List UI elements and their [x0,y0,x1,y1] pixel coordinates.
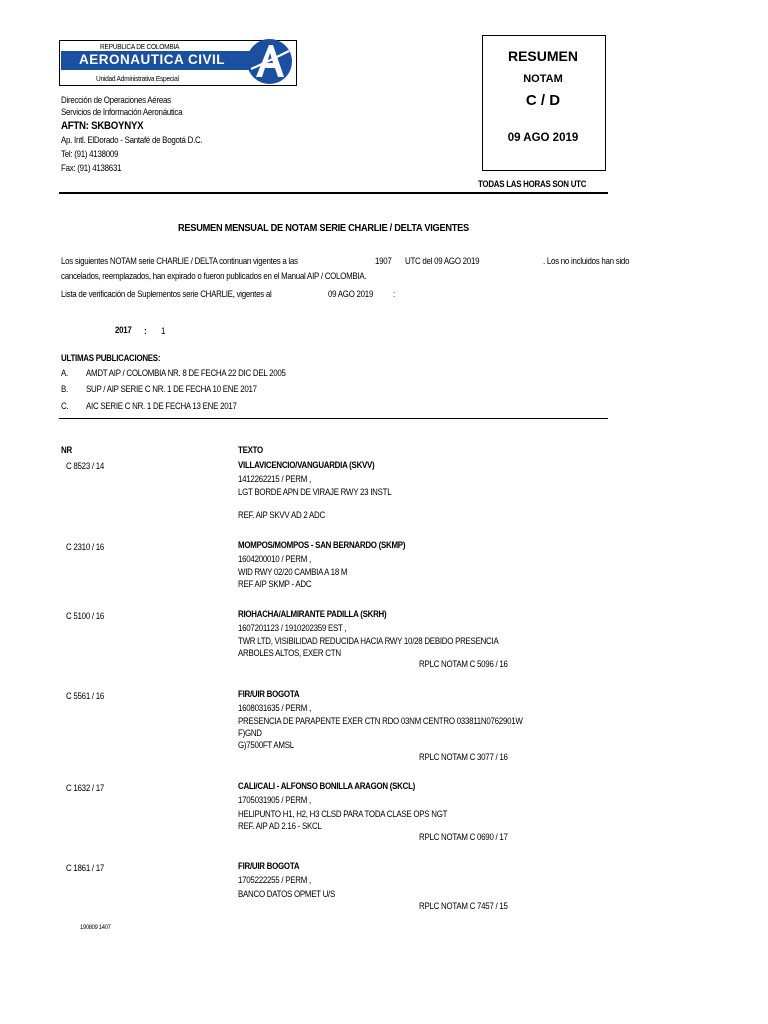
notam-line: 1607201123 / 1910202359 EST , [238,623,347,633]
republic-label: REPUBLICA DE COLOMBIA [100,42,180,51]
notam-line: BANCO DATOS OPMET U/S [238,889,336,899]
notam-line: 1705031905 / PERM , [238,795,311,805]
publication-letter: A. [61,368,68,378]
intro-date: 09 AGO 2019 [328,289,374,299]
notam-line: HELIPUNTO H1, H2, H3 CLSD PARA TODA CLASE OPS NGT [238,809,448,819]
notam-line: TWR LTD, VISIBILIDAD REDUCIDA HACIA RWY 10/28 DEBIDO PRESENCIA [238,636,499,646]
summary-notam: NOTAM [523,73,563,85]
notam-line: 1705222255 / PERM , [238,875,311,885]
publication-letter: B. [61,384,68,394]
notam-number: C 2310 / 16 [66,542,105,552]
direction-label: Dirección de Operaciones Aéreas [61,95,171,105]
aftn-address: AFTN: SKBOYNYX [61,120,144,132]
intro-line-1b: UTC del 09 AGO 2019 [405,256,480,266]
notam-line: PRESENCIA DE PARAPENTE EXER CTN RDO 03NM CENTRO 033811N0762901W [238,716,523,726]
service-label: Servicios de Información Aeronáutica [61,107,183,117]
notam-number: C 1632 / 17 [66,783,105,793]
notam-number: C 5561 / 16 [66,691,105,701]
aerocivil-logo-glyph-icon [247,39,292,84]
summary-date: 09 AGO 2019 [507,132,579,144]
notam-location: VILLAVICENCIO/VANGUARDIA (SKVV) [238,460,375,470]
notam-location: FIR/UIR BOGOTA [238,861,300,871]
intro-time: 1907 [375,256,392,266]
notam-line: 1608031635 / PERM , [238,703,311,713]
checklist-year: 2017 [115,325,132,335]
checklist-number: 1 [161,326,166,336]
replaces-notam: RPLC NOTAM C 0690 / 17 [419,832,508,842]
notam-line: WID RWY 02/20 CAMBIA A 18 M [238,567,348,577]
notam-number: C 8523 / 14 [66,461,105,471]
notam-line: 1412262215 / PERM , [238,474,311,484]
section-divider [59,418,608,419]
notam-line: F)GND [238,728,262,738]
header-divider [59,192,608,194]
publication-letter: C. [61,401,69,411]
notam-line: REF. AIP SKVV AD 2 ADC [238,510,325,520]
postal-address: Ap. Intl. ElDorado - Santafé de Bogotá D.C. [61,135,203,145]
notam-location: MOMPOS/MOMPOS - SAN BERNARDO (SKMP) [238,540,406,550]
replaces-notam: RPLC NOTAM C 5096 / 16 [419,659,508,669]
notam-line: 1604200010 / PERM , [238,554,311,564]
publication-text: AMDT AIP / COLOMBIA NR. 8 DE FECHA 22 DIC DEL 2005 [86,368,286,378]
intro-line-3a: Lista de verificación de Suplementos serie CHARLIE, vigentes al [61,289,272,299]
utc-note: TODAS LAS HORAS SON UTC [478,179,587,189]
document-title: RESUMEN MENSUAL DE NOTAM SERIE CHARLIE / DELTA VIGENTES [178,222,469,234]
notam-line: LGT BORDE APN DE VIRAJE RWY 23 INSTL [238,487,392,497]
replaces-notam: RPLC NOTAM C 7457 / 15 [419,901,508,911]
fax-number: Fax: (91) 4138631 [61,163,122,173]
column-header-text: TEXTO [238,445,263,455]
intro-line-1c: . Los no incluidos han sido [543,256,630,266]
aerocivil-logo-icon [247,39,292,84]
last-publications-title: ULTIMAS PUBLICACIONES: [61,353,161,363]
footer-code: 190809 1407 [80,924,111,931]
notam-line: REF. AIP AD 2.16 - SKCL [238,821,322,831]
checklist-colon: : [144,326,147,336]
notam-location: CALI/CALI - ALFONSO BONILLA ARAGON (SKCL) [238,781,416,791]
notam-line: ARBOLES ALTOS, EXER CTN [238,648,341,658]
intro-colon: : [393,289,395,299]
publication-text: AIC SERIE C NR. 1 DE FECHA 13 ENE 2017 [86,401,237,411]
summary-title: RESUMEN [507,48,578,64]
summary-series: C / D [525,92,561,109]
notam-location: FIR/UIR BOGOTA [238,689,300,699]
intro-line-1a: Los siguientes NOTAM serie CHARLIE / DELTA continuan vigentes a las [61,256,298,266]
intro-line-2: cancelados, reemplazados, han expirado o fueron publicados en el Manual AIP / COLOMBIA. [61,271,367,281]
notam-number: C 1861 / 17 [66,863,105,873]
replaces-notam: RPLC NOTAM C 3077 / 16 [419,752,508,762]
notam-line: REF AIP SKMP - ADC [238,579,312,589]
notam-number: C 5100 / 16 [66,611,105,621]
publication-text: SUP / AIP SERIE C NR. 1 DE FECHA 10 ENE 2017 [86,384,257,394]
notam-line: G)7500FT AMSL [238,740,294,750]
tel-number: Tel: (91) 4138009 [61,149,119,159]
unit-label: Unidad Administrativa Especial [96,74,179,83]
column-header-nr: NR [61,445,72,455]
agency-name: AERONAUTICA CIVIL [79,52,225,67]
notam-location: RIOHACHA/ALMIRANTE PADILLA (SKRH) [238,609,387,619]
